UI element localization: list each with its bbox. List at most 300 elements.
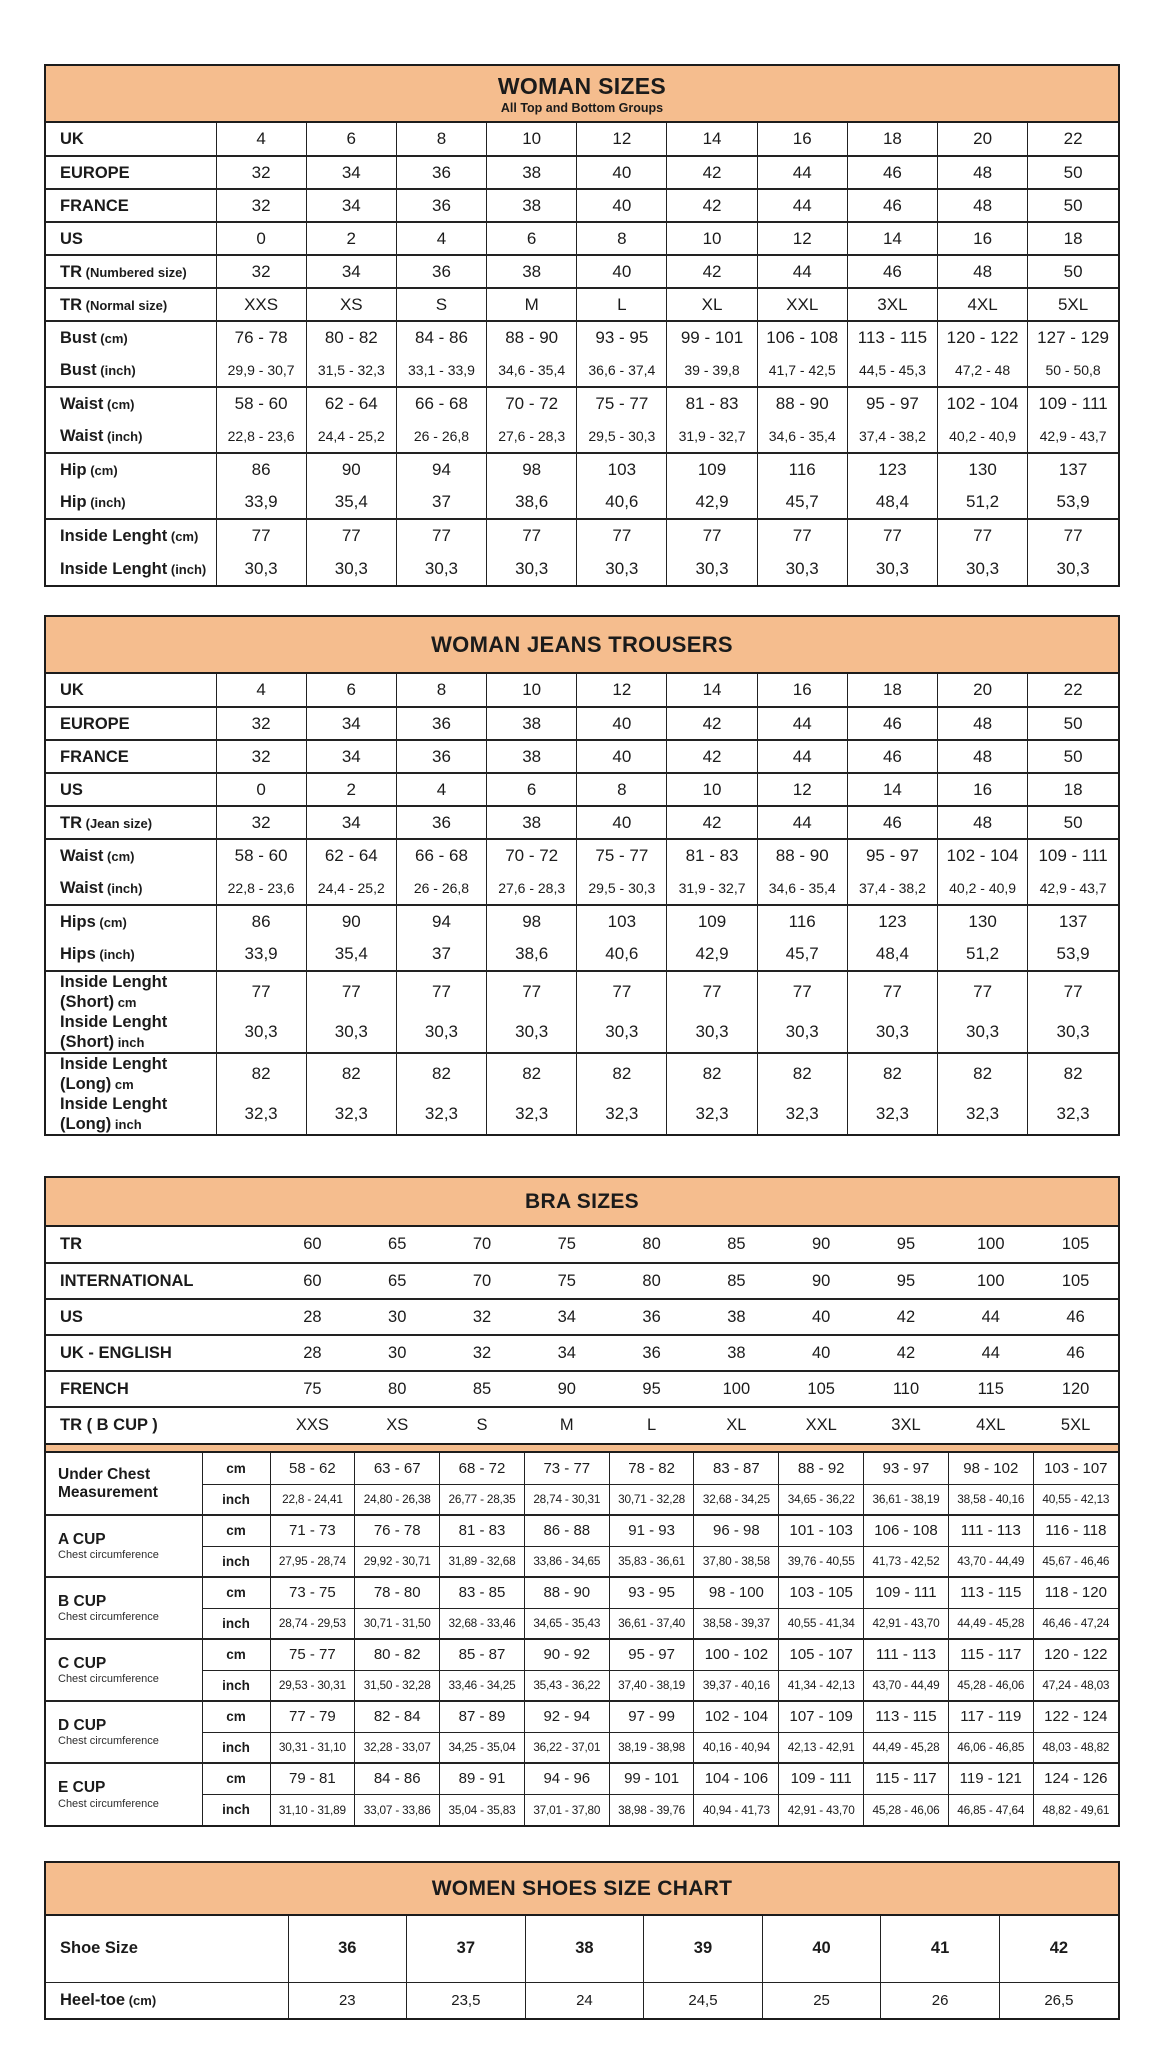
- size-cell: 77: [667, 971, 757, 1012]
- bra-divider: [46, 1443, 1118, 1453]
- size-cell: 38: [487, 707, 577, 740]
- table-row: [46, 773, 1118, 806]
- woman-sizes-table: [46, 123, 1118, 585]
- size-cell: 39 - 39,8: [667, 354, 757, 387]
- shoes-section: [44, 1861, 1120, 2020]
- size-cell: 80: [642, 1235, 661, 1253]
- row-label-text: TR: [60, 813, 82, 832]
- row-label-text: Inside Lenght: [60, 527, 168, 545]
- size-cell: 98: [487, 905, 577, 938]
- size-cell: 48,82 - 49,61: [1033, 1794, 1118, 1825]
- size-cell: 24: [525, 1982, 644, 2018]
- size-cell: 100: [694, 1371, 779, 1407]
- size-cell: 30,3: [216, 1012, 306, 1053]
- size-cell: 86 - 88: [524, 1515, 609, 1546]
- size-cell: 30,71 - 31,50: [355, 1608, 440, 1639]
- size-cell: 46,46 - 47,24: [1033, 1608, 1118, 1639]
- size-cell: 99 - 101: [667, 321, 757, 354]
- size-cell: 4: [216, 123, 306, 156]
- table-row: [46, 1701, 1118, 1732]
- size-cell: 77: [757, 519, 847, 552]
- size-cell: 77: [216, 971, 306, 1012]
- size-cell: 32: [216, 707, 306, 740]
- size-cell: 46: [847, 189, 937, 222]
- size-cell: 24,4 - 25,2: [306, 420, 396, 453]
- size-cell: 22,8 - 23,6: [216, 872, 306, 905]
- size-cell: 44,5 - 45,3: [847, 354, 937, 387]
- size-cell: 101 - 103: [779, 1515, 864, 1546]
- size-cell: 48: [938, 255, 1028, 288]
- size-cell: 77: [306, 519, 396, 552]
- size-cell: 31,9 - 32,7: [667, 420, 757, 453]
- size-cell: 38: [694, 1299, 779, 1335]
- size-cell: 109 - 111: [779, 1763, 864, 1794]
- size-cell: 3XL: [864, 1407, 949, 1443]
- size-cell: 37,4 - 38,2: [847, 872, 937, 905]
- size-cell: 115 - 117: [864, 1763, 949, 1794]
- size-cell: XS: [355, 1407, 440, 1443]
- size-cell: 44: [757, 189, 847, 222]
- size-cell: 34: [524, 1299, 609, 1335]
- size-cell: 20: [938, 123, 1028, 156]
- size-cell: 36,22 - 37,01: [524, 1732, 609, 1763]
- size-cell: 95: [896, 1235, 916, 1253]
- size-cell: 23: [288, 1982, 407, 2018]
- size-cell: 100: [977, 1235, 1005, 1253]
- size-cell: 40,55 - 41,34: [779, 1608, 864, 1639]
- unit-cell: inch: [202, 1608, 270, 1639]
- size-cell: 37: [396, 486, 486, 519]
- size-cell: 37,40 - 38,19: [609, 1670, 694, 1701]
- size-cell: 82: [667, 1053, 757, 1094]
- table-row: [46, 1227, 1118, 1263]
- table-row: [46, 1515, 1118, 1546]
- size-cell: 32: [216, 156, 306, 189]
- size-cell: 116: [757, 905, 847, 938]
- size-cell: 88 - 92: [779, 1453, 864, 1484]
- table-row: [46, 1335, 1118, 1371]
- size-cell: 65: [388, 1235, 407, 1253]
- size-cell: 25: [762, 1982, 881, 2018]
- row-label-text: Inside Lenght: [60, 559, 168, 578]
- unit-cell: cm: [202, 1639, 270, 1670]
- size-cell: 42,9 - 43,7: [1028, 872, 1118, 905]
- size-cell: 0: [216, 222, 306, 255]
- size-cell: 50: [1028, 156, 1118, 189]
- table-row: [46, 1453, 1118, 1484]
- row-label-unit: (Numbered size): [82, 264, 187, 280]
- jeans-table: [46, 674, 1118, 1134]
- row-label: [46, 189, 216, 222]
- size-cell: 37: [396, 938, 486, 971]
- row-label-text: C CUP: [58, 1654, 107, 1672]
- size-cell: 48: [938, 806, 1028, 839]
- row-label-text: Inside Lenght (Long): [60, 1055, 168, 1093]
- size-cell: 30,3: [757, 552, 847, 585]
- bra-section: [44, 1176, 1120, 1827]
- row-label-unit: (inch): [86, 495, 126, 510]
- size-cell: 40: [779, 1335, 864, 1371]
- table-row: [46, 806, 1118, 839]
- size-cell: 53,9: [1028, 938, 1118, 971]
- size-cell: 46: [847, 806, 937, 839]
- row-label: [46, 156, 216, 189]
- table-row: [46, 156, 1118, 189]
- size-cell: 51,2: [938, 486, 1028, 519]
- size-cell: 24,5: [644, 1982, 763, 2018]
- size-cell: 88 - 90: [524, 1577, 609, 1608]
- size-cell: 85 - 87: [440, 1639, 525, 1670]
- size-cell: 109 - 111: [864, 1577, 949, 1608]
- size-cell: 30,3: [847, 1012, 937, 1053]
- row-label-unit: (Normal size): [82, 297, 168, 313]
- size-cell: 3XL: [847, 288, 937, 321]
- size-cell: 120 - 122: [938, 321, 1028, 354]
- size-cell: 120: [1033, 1371, 1118, 1407]
- size-cell: 30,3: [577, 552, 667, 585]
- size-cell: 111 - 113: [948, 1515, 1033, 1546]
- size-cell: 4XL: [948, 1407, 1033, 1443]
- size-cell: 90 - 92: [524, 1639, 609, 1670]
- size-cell: 48,4: [847, 486, 937, 519]
- size-cell: 38: [487, 740, 577, 773]
- jeans-header: [46, 617, 1118, 674]
- row-label: [46, 1012, 216, 1053]
- size-cell: L: [609, 1407, 694, 1443]
- size-cell: 70: [440, 1263, 525, 1299]
- row-label-unit: cm: [114, 995, 137, 1010]
- size-cell: 10: [667, 773, 757, 806]
- row-label: [46, 222, 216, 255]
- unit-cell: inch: [202, 1546, 270, 1577]
- size-cell: 27,6 - 28,3: [487, 420, 577, 453]
- size-cell: 77: [487, 971, 577, 1012]
- size-cell: 58 - 60: [216, 839, 306, 872]
- size-cell: 4: [396, 222, 486, 255]
- size-cell: 31,89 - 32,68: [440, 1546, 525, 1577]
- size-cell: 105 - 107: [779, 1639, 864, 1670]
- row-label: [46, 674, 216, 707]
- size-cell: XL: [667, 288, 757, 321]
- size-cell: 51,2: [938, 938, 1028, 971]
- row-label-text: B CUP: [58, 1592, 107, 1610]
- row-label-text: US: [60, 1307, 83, 1326]
- row-label-sub: Chest circumference: [58, 1673, 159, 1686]
- table-row: [46, 486, 1118, 519]
- row-label: [46, 420, 216, 453]
- row-label-text: E CUP: [58, 1779, 106, 1797]
- size-cell: 44,49 - 45,28: [864, 1732, 949, 1763]
- size-cell: 16: [938, 773, 1028, 806]
- bra-header: [46, 1178, 1118, 1227]
- row-label: [46, 740, 216, 773]
- row-label-sub: Chest circumference: [58, 1611, 159, 1624]
- size-cell: 90: [812, 1235, 831, 1253]
- size-cell: 88 - 90: [757, 387, 847, 420]
- size-cell: 42,13 - 42,91: [779, 1732, 864, 1763]
- size-cell: 32: [216, 806, 306, 839]
- size-cell: 84 - 86: [355, 1763, 440, 1794]
- row-label-unit: (cm): [103, 849, 135, 864]
- size-cell: 45,7: [757, 938, 847, 971]
- size-cell: 82: [216, 1053, 306, 1094]
- size-cell: 37,01 - 37,80: [524, 1794, 609, 1825]
- size-cell: 34,6 - 35,4: [757, 872, 847, 905]
- size-cell: 30: [355, 1299, 440, 1335]
- size-cell: 37,4 - 38,2: [847, 420, 937, 453]
- size-cell: 12: [577, 674, 667, 707]
- size-cell: 38: [694, 1335, 779, 1371]
- size-cell: 26,5: [999, 1982, 1118, 2018]
- size-cell: 130: [938, 453, 1028, 486]
- row-label-sub: Chest circumference: [58, 1549, 159, 1562]
- size-cell: 20: [938, 674, 1028, 707]
- size-cell: 90: [306, 453, 396, 486]
- size-cell: 42: [667, 255, 757, 288]
- size-cell: 42: [667, 707, 757, 740]
- size-cell: 98 - 100: [694, 1577, 779, 1608]
- size-cell: 105: [779, 1371, 864, 1407]
- size-cell: 95 - 97: [847, 839, 937, 872]
- size-cell: 44: [757, 156, 847, 189]
- size-cell: 104 - 106: [694, 1763, 779, 1794]
- table-row: [46, 938, 1118, 971]
- row-label-text: Waist: [60, 427, 104, 445]
- size-cell: 36: [288, 1916, 407, 1982]
- size-cell: 77: [757, 971, 847, 1012]
- size-cell: L: [577, 288, 667, 321]
- row-label: [46, 387, 216, 420]
- size-cell: 40: [577, 255, 667, 288]
- row-label-text: EUROPE: [60, 714, 130, 733]
- section-title: BRA SIZES: [525, 1190, 639, 1213]
- size-cell: 36: [396, 707, 486, 740]
- size-cell: 34: [306, 156, 396, 189]
- row-label: [46, 806, 216, 839]
- size-cell: 36,6 - 37,4: [577, 354, 667, 387]
- size-cell: 8: [577, 222, 667, 255]
- size-cell: 6: [306, 123, 396, 156]
- size-cell: 116 - 118: [1033, 1515, 1118, 1546]
- size-cell: 115: [948, 1371, 1033, 1407]
- row-label-unit: (inch): [96, 363, 136, 378]
- size-cell: 36: [396, 806, 486, 839]
- size-cell: 33,46 - 34,25: [440, 1670, 525, 1701]
- size-cell: 8: [396, 674, 486, 707]
- size-cell: 30,3: [577, 1012, 667, 1053]
- size-cell: 41: [881, 1916, 1000, 1982]
- size-cell: 36,61 - 38,19: [864, 1484, 949, 1515]
- size-cell: 100: [948, 1263, 1033, 1299]
- table-row: [46, 453, 1118, 486]
- size-cell: 29,92 - 30,71: [355, 1546, 440, 1577]
- size-cell: 30,3: [938, 552, 1028, 585]
- size-cell: 18: [847, 123, 937, 156]
- size-cell: 38: [487, 255, 577, 288]
- size-cell: 102 - 104: [938, 839, 1028, 872]
- size-cell: 30,3: [487, 1012, 577, 1053]
- size-cell: 109: [667, 453, 757, 486]
- row-label-unit: cm: [111, 1077, 134, 1092]
- table-row: [46, 1608, 1118, 1639]
- size-cell: 81 - 83: [667, 387, 757, 420]
- size-cell: 79 - 81: [270, 1763, 355, 1794]
- table-row: [46, 1094, 1118, 1134]
- size-cell: 26 - 26,8: [396, 420, 486, 453]
- size-cell: 46: [847, 156, 937, 189]
- size-cell: 77: [216, 519, 306, 552]
- size-cell: 46: [847, 707, 937, 740]
- size-cell: 50: [1028, 806, 1118, 839]
- size-cell: 29,53 - 30,31: [270, 1670, 355, 1701]
- size-cell: 42,9 - 43,7: [1028, 420, 1118, 453]
- size-cell: 34: [306, 707, 396, 740]
- table-row: [46, 519, 1118, 552]
- size-cell: 2: [306, 222, 396, 255]
- size-cell: 93 - 95: [609, 1577, 694, 1608]
- size-cell: 43,70 - 44,49: [864, 1670, 949, 1701]
- section-title: WOMAN SIZES: [497, 73, 667, 99]
- row-label-text: Bust: [60, 361, 97, 379]
- size-cell: 33,86 - 34,65: [524, 1546, 609, 1577]
- row-label: [46, 354, 216, 387]
- size-cell: 32,28 - 33,07: [355, 1732, 440, 1763]
- row-label: [46, 1639, 202, 1701]
- size-cell: 94: [396, 453, 486, 486]
- size-cell: XXL: [779, 1407, 864, 1443]
- size-cell: 4XL: [938, 288, 1028, 321]
- size-cell: 35,4: [306, 486, 396, 519]
- table-row: [46, 552, 1118, 585]
- size-cell: 18: [1028, 222, 1118, 255]
- size-cell: 43,70 - 44,49: [948, 1546, 1033, 1577]
- size-cell: 50: [1028, 740, 1118, 773]
- table-row: [46, 1484, 1118, 1515]
- size-cell: 60: [270, 1263, 355, 1299]
- size-cell: 39,37 - 40,16: [694, 1670, 779, 1701]
- size-cell: 40,6: [577, 486, 667, 519]
- size-cell: 82: [487, 1053, 577, 1094]
- size-cell: 32,3: [577, 1094, 667, 1134]
- size-cell: 88 - 90: [757, 839, 847, 872]
- size-cell: 10: [667, 222, 757, 255]
- size-cell: 30: [355, 1335, 440, 1371]
- size-cell: 119 - 121: [948, 1763, 1033, 1794]
- size-cell: 70 - 72: [487, 387, 577, 420]
- size-cell: M: [487, 288, 577, 321]
- size-cell: 63 - 67: [355, 1453, 440, 1484]
- size-cell: 120 - 122: [1033, 1639, 1118, 1670]
- size-cell: 75 - 77: [270, 1639, 355, 1670]
- size-cell: XL: [694, 1407, 779, 1443]
- size-cell: 47,24 - 48,03: [1033, 1670, 1118, 1701]
- size-cell: 76 - 78: [355, 1515, 440, 1546]
- size-cell: 48: [938, 707, 1028, 740]
- size-cell: 18: [847, 674, 937, 707]
- size-cell: 77: [1028, 519, 1118, 552]
- row-label-text: FRANCE: [60, 747, 129, 766]
- size-cell: 94 - 96: [524, 1763, 609, 1794]
- size-cell: XS: [306, 288, 396, 321]
- size-cell: 44,49 - 45,28: [948, 1608, 1033, 1639]
- row-label-text: D CUP: [58, 1716, 107, 1734]
- size-cell: 44: [757, 740, 847, 773]
- size-cell: 113 - 115: [948, 1577, 1033, 1608]
- size-cell: 14: [847, 222, 937, 255]
- size-cell: 42,91 - 43,70: [864, 1608, 949, 1639]
- size-cell: 32: [216, 255, 306, 288]
- size-cell: 97 - 99: [609, 1701, 694, 1732]
- size-cell: 102 - 104: [938, 387, 1028, 420]
- size-cell: 37,80 - 38,58: [694, 1546, 779, 1577]
- size-cell: 35,04 - 35,83: [440, 1794, 525, 1825]
- size-cell: 30,31 - 31,10: [270, 1732, 355, 1763]
- size-cell: 48,03 - 48,82: [1033, 1732, 1118, 1763]
- size-cell: 36: [609, 1299, 694, 1335]
- size-cell: 27,6 - 28,3: [487, 872, 577, 905]
- row-label: [46, 1094, 216, 1134]
- size-cell: 38,58 - 40,16: [948, 1484, 1033, 1515]
- size-cell: 77: [938, 971, 1028, 1012]
- table-row: [46, 839, 1118, 872]
- size-cell: 73 - 77: [524, 1453, 609, 1484]
- size-cell: 80 - 82: [355, 1639, 440, 1670]
- size-cell: 34: [306, 740, 396, 773]
- size-cell: 0: [216, 773, 306, 806]
- table-row: [46, 387, 1118, 420]
- size-cell: 12: [757, 222, 847, 255]
- size-cell: 35,4: [306, 938, 396, 971]
- row-label-text: UK: [60, 130, 84, 148]
- size-cell: 31,10 - 31,89: [270, 1794, 355, 1825]
- size-cell: 16: [757, 674, 847, 707]
- size-cell: 42,9: [667, 938, 757, 971]
- size-cell: 95 - 97: [609, 1639, 694, 1670]
- size-cell: 30,3: [757, 1012, 847, 1053]
- size-cell: 48: [938, 189, 1028, 222]
- size-cell: 40: [577, 806, 667, 839]
- size-cell: 12: [757, 773, 847, 806]
- size-cell: 16: [938, 222, 1028, 255]
- size-cell: 46,06 - 46,85: [948, 1732, 1033, 1763]
- size-cell: 40: [779, 1299, 864, 1335]
- size-cell: 70 - 72: [487, 839, 577, 872]
- size-cell: 38: [487, 189, 577, 222]
- row-label: [46, 839, 216, 872]
- row-label: [46, 1335, 270, 1371]
- size-cell: 30,3: [306, 1012, 396, 1053]
- size-cell: 76 - 78: [216, 321, 306, 354]
- size-cell: 115 - 117: [948, 1639, 1033, 1670]
- size-cell: 87 - 89: [440, 1701, 525, 1732]
- row-label: [46, 1577, 202, 1639]
- size-cell: 75 - 77: [577, 839, 667, 872]
- table-row: [46, 1763, 1118, 1794]
- size-cell: 83 - 87: [694, 1453, 779, 1484]
- table-row: [46, 1794, 1118, 1825]
- size-cell: 107 - 109: [779, 1701, 864, 1732]
- size-cell: 75: [524, 1263, 609, 1299]
- size-cell: 90: [524, 1371, 609, 1407]
- size-cell: 50: [1028, 189, 1118, 222]
- size-cell: 93 - 95: [577, 321, 667, 354]
- size-cell: 34,65 - 36,22: [779, 1484, 864, 1515]
- size-cell: 30,3: [306, 552, 396, 585]
- size-cell: 14: [847, 773, 937, 806]
- unit-cell: cm: [202, 1763, 270, 1794]
- size-cell: 42: [864, 1335, 949, 1371]
- row-label-text: Inside Lenght (Long): [60, 1095, 168, 1133]
